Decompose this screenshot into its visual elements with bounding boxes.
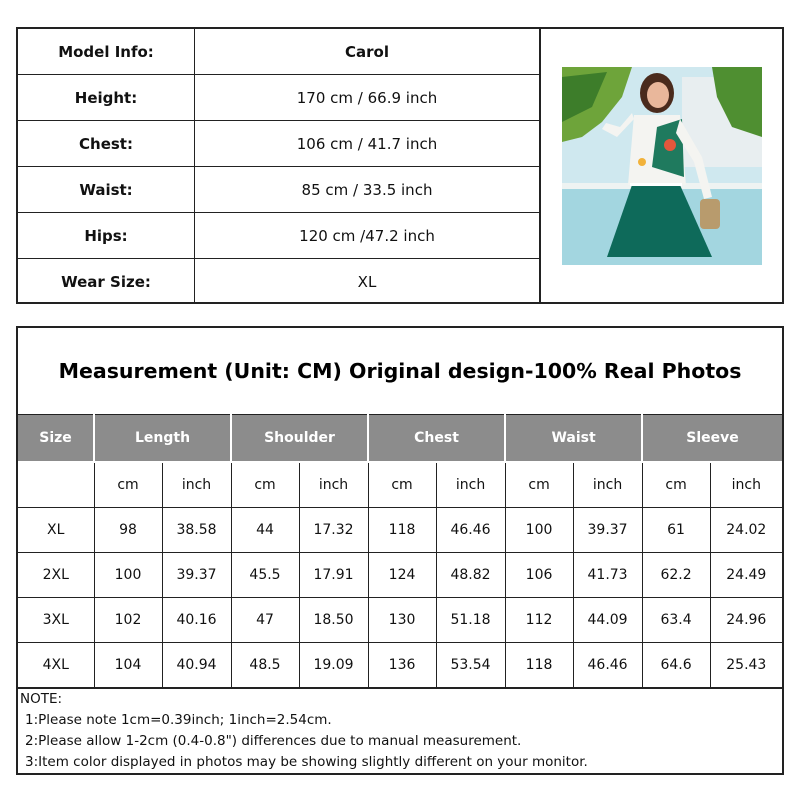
model-info-table (18, 29, 540, 304)
sleeve-inch-cell: 24.02 (710, 508, 782, 553)
photo-waistband (630, 183, 682, 186)
sleeve-inch-cell: 24.96 (710, 598, 782, 643)
length-cm-cell: 102 (94, 598, 162, 643)
note-line: 1:Please note 1cm=0.39inch; 1inch=2.54cm. (25, 712, 332, 728)
waist-inch-cell: 39.37 (573, 508, 642, 553)
length-inch-cell: 40.94 (162, 643, 231, 688)
hips-label: Hips: (18, 213, 195, 259)
measurement-panel (16, 326, 784, 775)
chest-inch-cell: 46.46 (436, 508, 505, 553)
chest-header: Chest (368, 415, 505, 463)
measurement-header-row (18, 415, 782, 463)
note-line: 3:Item color displayed in photos may be showing slightly different on your monitor. (25, 754, 588, 770)
length-cm-cell: 98 (94, 508, 162, 553)
table-row (18, 643, 782, 688)
model-info-row (18, 29, 540, 75)
model-wear-size-row (18, 259, 540, 305)
model-photo (562, 67, 762, 265)
waist-inch-cell: 41.73 (573, 553, 642, 598)
note-line: 2:Please allow 1-2cm (0.4-0.8") differences due to manual measurement. (25, 733, 522, 749)
unit-inch: inch (573, 462, 642, 508)
chest-cm-cell: 124 (368, 553, 436, 598)
length-cm-cell: 104 (94, 643, 162, 688)
table-row (18, 553, 782, 598)
unit-inch: inch (162, 462, 231, 508)
size-header: Size (18, 415, 94, 463)
chest-label: Chest: (18, 121, 195, 167)
waist-label: Waist: (18, 167, 195, 213)
unit-inch: inch (710, 462, 782, 508)
shoulder-cm-cell: 47 (231, 598, 299, 643)
photo-bag (700, 199, 720, 229)
waist-header: Waist (505, 415, 642, 463)
model-waist-row (18, 167, 540, 213)
model-info-panel (16, 27, 784, 304)
shoulder-inch-cell: 17.32 (299, 508, 368, 553)
size-cell: XL (18, 508, 94, 553)
height-label: Height: (18, 75, 195, 121)
unit-cm: cm (505, 462, 573, 508)
length-header: Length (94, 415, 231, 463)
table-row (18, 598, 782, 643)
chest-inch-cell: 51.18 (436, 598, 505, 643)
chest-cm-cell: 130 (368, 598, 436, 643)
shoulder-inch-cell: 17.91 (299, 553, 368, 598)
model-info-label: Model Info: (18, 29, 195, 75)
sleeve-cm-cell: 64.6 (642, 643, 710, 688)
sleeve-header: Sleeve (642, 415, 782, 463)
photo-flower (664, 139, 676, 151)
table-row (18, 508, 782, 553)
unit-inch: inch (436, 462, 505, 508)
sleeve-cm-cell: 63.4 (642, 598, 710, 643)
sleeve-cm-cell: 62.2 (642, 553, 710, 598)
chest-inch-cell: 48.82 (436, 553, 505, 598)
unit-cm: cm (231, 462, 299, 508)
notes-header: NOTE: (20, 691, 63, 707)
shoulder-inch-cell: 18.50 (299, 598, 368, 643)
measurement-title: Measurement (Unit: CM) Original design-100% Real Photos (58, 359, 742, 383)
unit-inch: inch (299, 462, 368, 508)
notes-section (18, 688, 782, 776)
shoulder-cm-cell: 45.5 (231, 553, 299, 598)
photo-flower-2 (638, 158, 646, 166)
measurement-table (18, 414, 782, 688)
length-inch-cell: 38.58 (162, 508, 231, 553)
waist-inch-cell: 46.46 (573, 643, 642, 688)
sleeve-inch-cell: 25.43 (710, 643, 782, 688)
model-hips-row (18, 213, 540, 259)
sleeve-cm-cell: 61 (642, 508, 710, 553)
chest-cm-cell: 118 (368, 508, 436, 553)
shoulder-inch-cell: 19.09 (299, 643, 368, 688)
unit-cm: cm (94, 462, 162, 508)
sleeve-inch-cell: 24.49 (710, 553, 782, 598)
waist-cm-cell: 118 (505, 643, 573, 688)
wear-size-label: Wear Size: (18, 259, 195, 305)
chest-inch-cell: 53.54 (436, 643, 505, 688)
length-cm-cell: 100 (94, 553, 162, 598)
waist-cm-cell: 106 (505, 553, 573, 598)
wear-size-value: XL (195, 259, 540, 305)
photo-face (647, 82, 669, 108)
model-height-row (18, 75, 540, 121)
model-chest-row (18, 121, 540, 167)
waist-cm-cell: 112 (505, 598, 573, 643)
size-cell: 4XL (18, 643, 94, 688)
chest-cm-cell: 136 (368, 643, 436, 688)
size-cell: 2XL (18, 553, 94, 598)
chest-value: 106 cm / 41.7 inch (195, 121, 540, 167)
hips-value: 120 cm /47.2 inch (195, 213, 540, 259)
size-cell: 3XL (18, 598, 94, 643)
length-inch-cell: 40.16 (162, 598, 231, 643)
waist-inch-cell: 44.09 (573, 598, 642, 643)
unit-blank (18, 462, 94, 508)
waist-value: 85 cm / 33.5 inch (195, 167, 540, 213)
length-inch-cell: 39.37 (162, 553, 231, 598)
unit-row (18, 462, 782, 508)
model-photo-cell (540, 29, 784, 302)
unit-cm: cm (368, 462, 436, 508)
shoulder-cm-cell: 48.5 (231, 643, 299, 688)
shoulder-header: Shoulder (231, 415, 368, 463)
model-name: Carol (195, 29, 540, 75)
height-value: 170 cm / 66.9 inch (195, 75, 540, 121)
waist-cm-cell: 100 (505, 508, 573, 553)
unit-cm: cm (642, 462, 710, 508)
shoulder-cm-cell: 44 (231, 508, 299, 553)
